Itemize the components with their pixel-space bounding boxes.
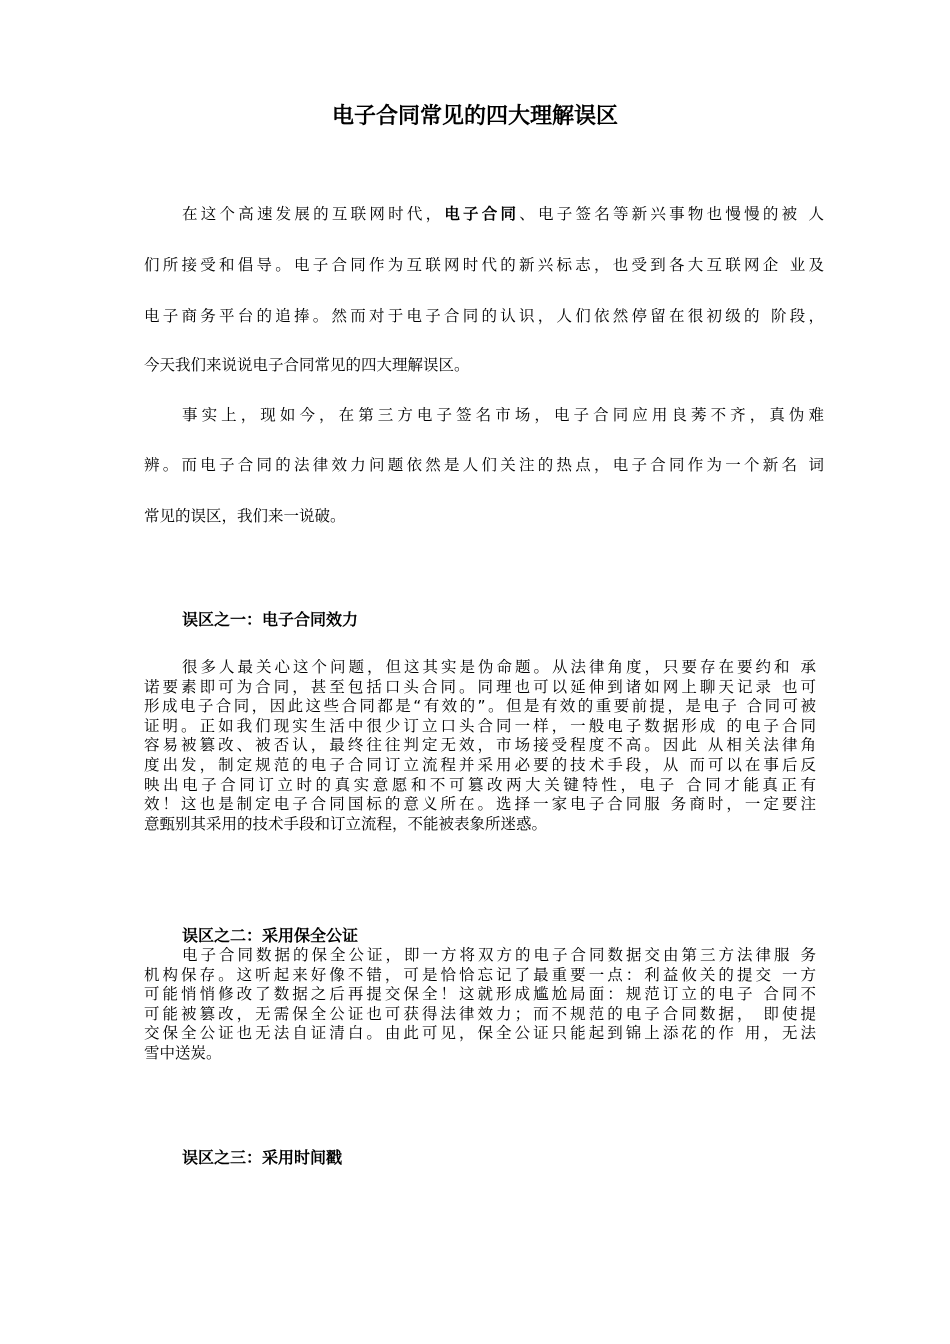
document-title: 电子合同常见的四大理解误区 xyxy=(331,104,618,129)
section2-line: 电子合同数据的保全公证，即一方将双方的电子合同数据交由第三方法律服 务 xyxy=(182,946,816,964)
section1-line: 形成电子合同，因此这些合同都是“有效的”。但是有效的重要前提，是电子 合同可被 xyxy=(144,697,816,716)
section2-line: 雪中送炭。 xyxy=(144,1043,222,1062)
para2-line-2: 辨。而电子合同的法律效力问题依然是人们关注的热点，电子合同作为一个新名 词 xyxy=(144,456,824,474)
section1-heading: 误区之一：电子合同效力 xyxy=(182,610,359,629)
section1-line: 效！这也是制定电子合同国标的意义所在。选择一家电子合同服 务商时，一定要注 xyxy=(144,795,816,814)
section1-line: 诺要素即可为合同，甚至包括口头合同。同理也可以延伸到诸如网上聊天记录 也可 xyxy=(144,677,816,696)
section2-line: 机构保存。这听起来好像不错，可是恰恰忘记了最重要一点：利益攸关的提交 一方 xyxy=(144,965,816,984)
section1-line: 意甄别其采用的技术手段和订立流程，不能被表象所迷惑。 xyxy=(144,814,548,833)
section3-heading: 误区之三：采用时间戳 xyxy=(182,1148,343,1167)
intro-text-b: 、电子签名等新兴事物也慢慢的被 人 xyxy=(519,205,824,223)
section1-line: 证明。正如我们现实生活中很少订立口头合同一样，一般电子数据形成 的电子合同 xyxy=(144,716,816,735)
section2-line: 可能悄悄修改了数据之后再提交保全！这就形成尴尬局面：规范订立的电子 合同不 xyxy=(144,985,816,1004)
section2-heading: 误区之二：采用保全公证 xyxy=(182,926,359,945)
section1-body xyxy=(144,658,816,834)
section1-line: 很多人最关心这个问题，但这其实是伪命题。从法律角度，只要存在要约和 承 xyxy=(182,658,816,676)
para2-line-1: 事实上，现如今，在第三方电子签名市场，电子合同应用良莠不齐，真伪难 xyxy=(182,406,824,424)
section1-line: 映出电子合同订立时的真实意愿和不可篡改两大关键特性，电子 合同才能真正有 xyxy=(144,775,816,794)
intro-line-1 xyxy=(144,203,824,225)
intro-line-4: 今天我们来说说电子合同常见的四大理解误区。 xyxy=(144,356,470,374)
section2-line: 交保全公证也无法自证清白。由此可见，保全公证只能起到锦上添花的作 用，无法 xyxy=(144,1024,816,1043)
section1-line: 度出发，制定规范的电子合同订立流程并采用必要的技术手段，从 而可以在事后反 xyxy=(144,755,816,774)
section2-body xyxy=(144,946,816,1064)
intro-bold-term: 电子合同 xyxy=(444,205,520,223)
intro-text-a: 在这个高速发展的互联网时代， xyxy=(182,205,445,223)
intro-line-3: 电子商务平台的追捧。然而对于电子合同的认识，人们依然停留在很初级的 阶段， xyxy=(144,307,824,325)
para2-line-3: 常见的误区，我们来一说破。 xyxy=(144,507,346,525)
section1-line: 容易被篡改、被否认，最终往往判定无效，市场接受程度不高。因此 从相关法律角 xyxy=(144,736,816,755)
section2-line: 可能被篡改，无需保全公证也可获得法律效力；而不规范的电子合同数据， 即使提 xyxy=(144,1004,816,1023)
intro-line-2: 们所接受和倡导。电子合同作为互联网时代的新兴标志，也受到各大互联网企 业及 xyxy=(144,256,824,274)
